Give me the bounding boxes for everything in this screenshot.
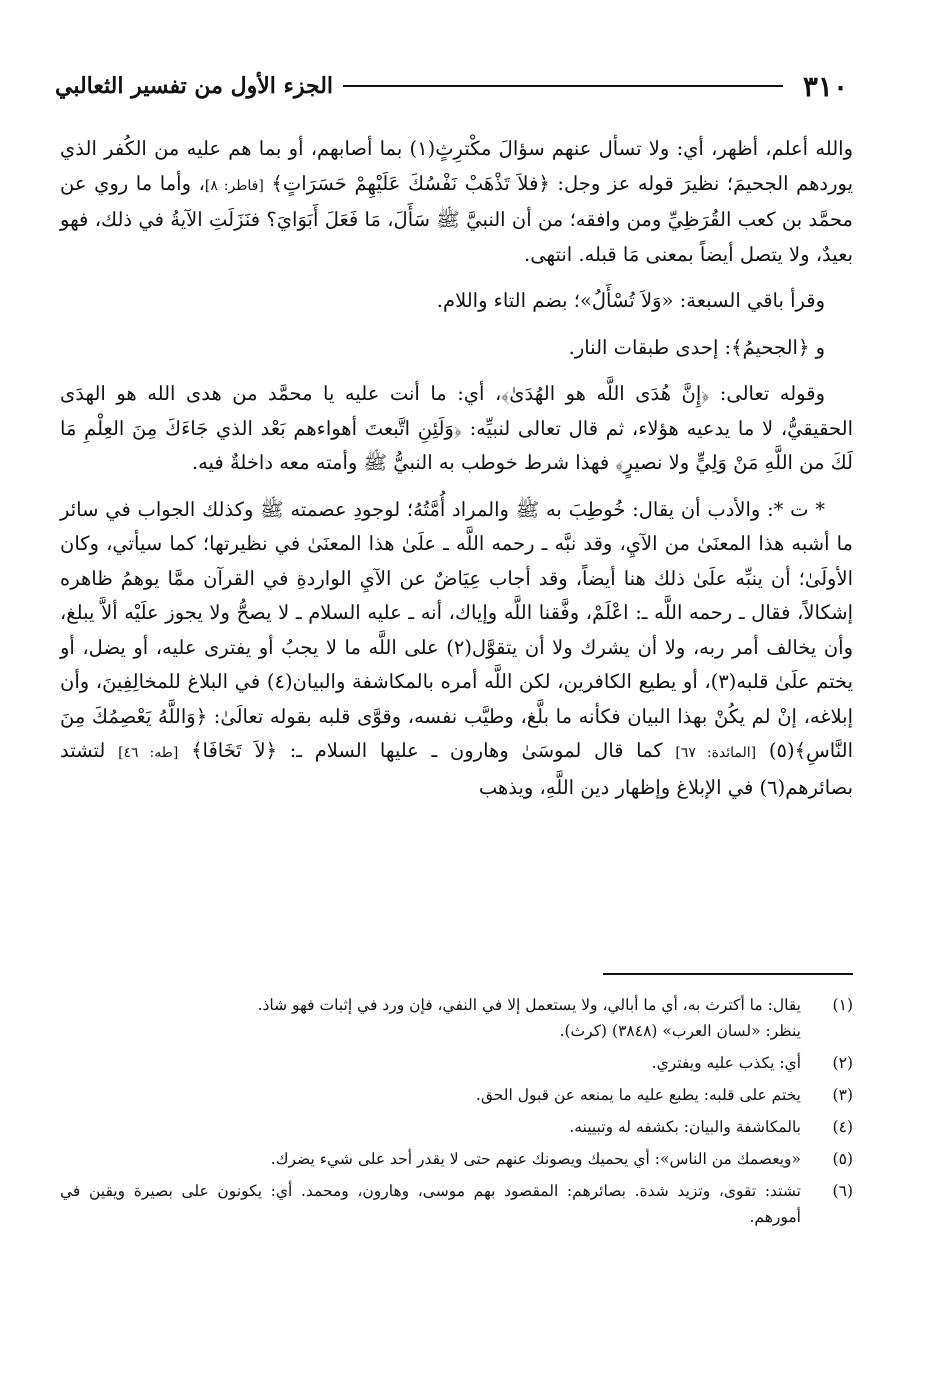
paragraph-text: كما قال لموسَىٰ وهارون ـ عليها السلام ـ: ﴿لاَ تَخَافَا﴾ [178, 739, 676, 762]
footnote-line: يقال: ما أكترث به، أي ما أبالي، ولا يستعمل إلا في النفي، فإن ورد في إثبات فهو شاذ. [257, 996, 801, 1014]
paragraph-text: لتشتد بصائرهم(٦) في الإبلاغ وإظهار دين اللَّهِ، ويذهب [60, 739, 853, 799]
verse-citation: [فاطر: ٨] [204, 177, 264, 194]
footnote [60, 1114, 853, 1140]
paragraph [60, 493, 853, 806]
body-text [60, 132, 853, 805]
footnote-text [60, 992, 801, 1044]
footnote-number: (٣) [832, 1086, 853, 1104]
footnote-line: ينظر: «لسان العرب» (٣٨٤٨) (كرث). [559, 1022, 801, 1040]
paragraph-text: * ت *: والأدب أن يقال: خُوطِبَ به ﷺ والمراد أُمَّتُهُ؛ لوجودِ عصمته ﷺ وكذلك الجواب في سائر ما أشبه هذا المعنَىٰ من الآيِ، وقد نبَّه ـ رحمه اللَّه ـ علَىٰ هذا المعنَىٰ في نظيرتها؛ كما سيأتي، وكان الأولَىٰ؛ أن ينبِّه علَىٰ ذلك هنا أيضاً، وقد أجاب عِيَاضٌ عن الآيِ الواردةِ في القرآن ممَّا يوهمُ ظاهره إشكالاً، فقال ـ رحمه اللَّه ـ: اعْلَمْ، وفَّقنا اللَّه وإياك، أنه ـ عليه السلام ـ لا يصحُّ ولا يجوز علَيْه ألاَّ يبلغ، وأن يخالف أمر ربه، ولا أن يشرك ولا أن يتقوَّل(٢) على اللَّه ما لا يجبُ أو يفترى عليه، أو يضل، أو يختم علَىٰ قلبه(٣)، أو يطيع الكافرين، لكن اللَّه أمره بالمكاشفة والبيان(٤) في البلاغ للمخالِفِينَ، وأن إبلاغه، إنْ لم يكُنْ بهذا البيان فكأنه ما بلَّغ، وطيَّب نفسه، وقوَّى قلبه بقوله تعالَىٰ: ﴿وَاللَّهُ يَعْصِمُكَ مِنَ النَّاسِ﴾(٥) [60, 497, 853, 762]
footnote [60, 1082, 853, 1108]
paragraph [60, 132, 853, 272]
verse-citation: [طه: ٤٦] [118, 745, 179, 761]
running-title: الجزء الأول من تفسير الثعالبي [55, 73, 334, 99]
page-header [55, 68, 848, 104]
footnote-number: (٥) [832, 1150, 853, 1168]
footnote [60, 992, 853, 1044]
header-rule [343, 85, 783, 87]
footnote-separator [603, 973, 853, 975]
page-number: ٣١٠ [802, 69, 848, 103]
footnote [60, 1146, 853, 1172]
footnote-text: «ويعصمك من الناس»: أي يحميك ويصونك عنهم حتى لا يقدر أحد على شيء يضرك. [270, 1150, 801, 1168]
footnote-number: (١) [832, 996, 853, 1014]
footnote-text: بالمكاشفة والبيان: بكشفه له وتبيينه. [569, 1118, 801, 1136]
footnote-text: أي: يكذب عليه ويفتري. [651, 1054, 801, 1072]
footnote [60, 1178, 853, 1230]
paragraph: وقوله تعالى: ﴿إِنَّ هُدَى اللَّه هو الهُدَىٰ﴾، أي: ما أنت عليه يا محمَّد من هدى الله هو الهدَى الحقيقيُّ، لا ما يدعيه هؤلاء، ثم قال تعالى لنبيِّه: ﴿وَلَئِنِ اتَّبعتَ أهواءهم بَعْد الذي جَاءَكَ مِنَ العِلْمِ مَا لَكَ من اللَّهِ مَنْ وَلِيٍّ ولا نصيرٍ﴾ فهذا شرط خوطب به النبيُّ ﷺ وأمته معه داخلةٌ فيه. [60, 382, 853, 474]
footnote-number: (٦) [832, 1182, 853, 1200]
footnote-text: تشتد: تقوى، وتزيد شدة. بصائرهم: المقصود بهم موسى، وهارون، ومحمد. أي: يكونون على بصيرة ويقين في أمورهم. [60, 1182, 801, 1226]
footnote-number: (٤) [832, 1118, 853, 1136]
verse-citation: [المائدة: ٦٧] [675, 745, 757, 761]
footnotes [60, 992, 853, 1236]
paragraph-text: ، وأما ما روي عن محمَّد بن كعب القُرَظِيِّ ومن وافقه؛ من أن النبيَّ ﷺ سَأَلَ، مَا فَعَلَ أَبَوَايَ؟ فنَزَلَتِ الآيةُ في ذلك، فهو بعيدٌ، ولا يتصل أيضاً بمعنى مَا قبله. انتهى. [60, 171, 853, 266]
paragraph: و ﴿الجحيمُ﴾: إحدى طبقات النار. [568, 335, 825, 359]
footnote-number: (٢) [832, 1054, 853, 1072]
footnote [60, 1050, 853, 1076]
paragraph-text: والله أعلم، أظهر، أي: ولا تسأل عنهم سؤالَ مكْترِثٍ(١) بما أصابهم، أو بما هم عليه من الكُفر الذي يوردهم الجحيمَ؛ نظيرَ قوله عز وجل: ﴿فلاَ تَذْهَبْ نَفْسُكَ عَلَيْهِمْ حَسَرَاتٍ﴾ [60, 137, 853, 195]
footnote-text: يختم على قلبه: يطبع عليه ما يمنعه عن قبول الحق. [475, 1086, 801, 1104]
paragraph: وقرأ باقي السبعة: «وَلاَ تُسْأَلُ»؛ بضم التاء واللام. [436, 289, 825, 312]
